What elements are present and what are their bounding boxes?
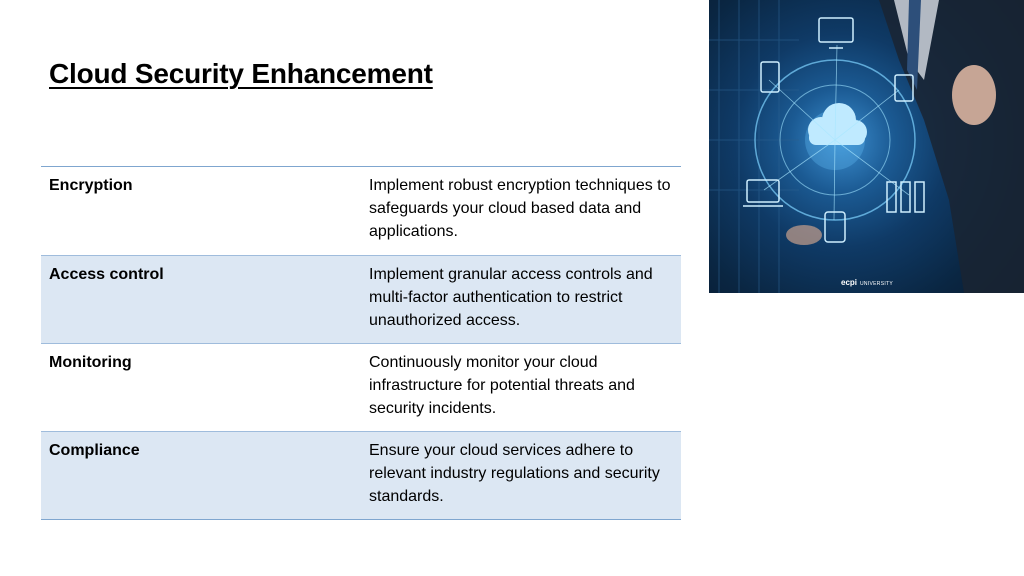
row-description: Implement robust encryption techniques to safeguards your cloud based data and applications. (369, 177, 671, 240)
row-term: Access control (49, 266, 164, 283)
row-term: Compliance (49, 442, 140, 459)
ecpi-logo (841, 278, 893, 287)
row-description: Continuously monitor your cloud infrastructure for potential threats and security incidents. (369, 354, 635, 417)
row-term: Encryption (49, 177, 133, 194)
security-table (41, 166, 681, 520)
cloud-security-image (709, 0, 1024, 293)
table-row (41, 431, 681, 519)
row-description: Implement granular access controls and multi-factor authentication to restrict unauthorized access. (369, 266, 653, 329)
table-row (41, 343, 681, 431)
table-row (41, 255, 681, 343)
cloud-network-illustration (709, 0, 1024, 293)
logo-subtext: UNIVERSITY (860, 281, 894, 287)
table-row (41, 167, 681, 255)
row-term: Monitoring (49, 354, 132, 371)
slide-title: Cloud Security Enhancement (49, 58, 433, 89)
logo-text: ecpi (841, 278, 858, 287)
row-description: Ensure your cloud services adhere to relevant industry regulations and security standards. (369, 442, 660, 505)
